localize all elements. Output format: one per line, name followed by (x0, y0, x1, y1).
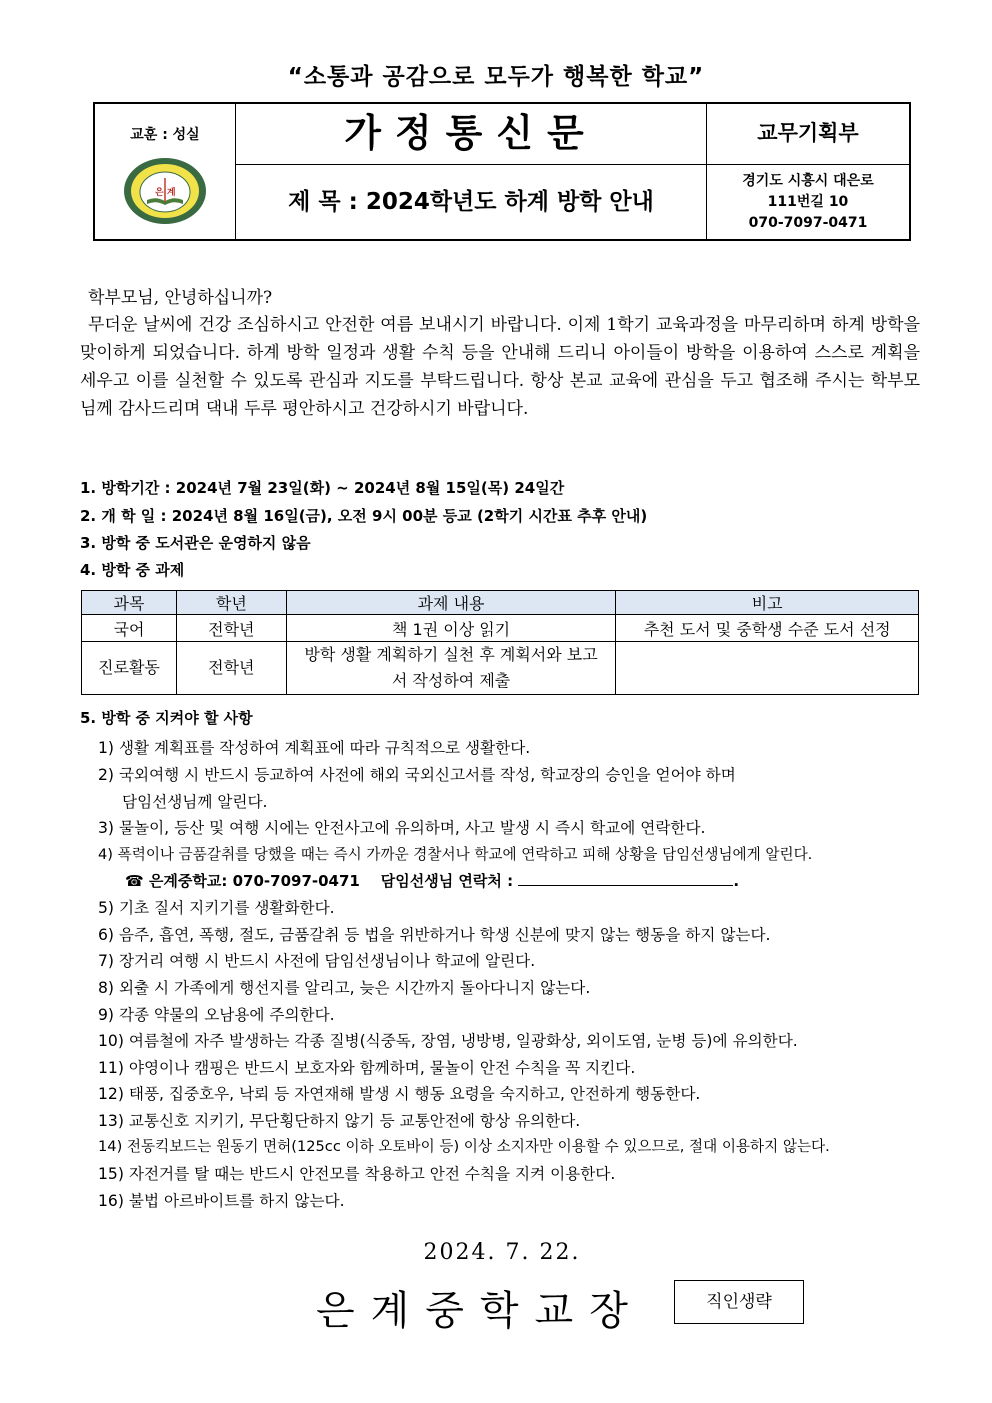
table-cell: 국어 (82, 615, 177, 642)
school-motto-label: 교훈 : 성실 (130, 127, 200, 143)
issue-date: 2024. 7. 22. (423, 1240, 581, 1265)
rule-item: 2) 국외여행 시 반드시 등교하여 사전에 해외 국외신고서를 작성, 학교장의 승인을 얻어야 하며 (98, 766, 736, 784)
school-phone: 070-7097-0471 (748, 215, 868, 231)
rule-item: 13) 교통신호 지키기, 무단횡단하지 않기 등 교통안전에 항상 유의한다. (98, 1112, 581, 1130)
contact-end: . (733, 872, 740, 890)
school-address (707, 165, 909, 239)
table-header-row (82, 591, 919, 615)
homework-heading: 4. 방학 중 과제 (80, 561, 185, 579)
rule-item: 10) 여름철에 자주 발생하는 각종 질병(식중독, 장염, 냉방병, 일광화상, 외이도염, 눈병 등)에 유의한다. (98, 1032, 798, 1050)
teacher-contact-label: 담임선생님 연락처 : (380, 872, 514, 890)
rule-item: 담임선생님께 알린다. (122, 793, 268, 811)
table-cell (616, 642, 919, 695)
vacation-period: 1. 방학기간 : 2024년 7월 23일(화) ~ 2024년 8월 15일(목) 24일간 (80, 479, 565, 497)
principal-signature: 은계중학교장 (316, 1288, 644, 1334)
table-cell: 추천 도서 및 중학생 수준 도서 선정 (616, 615, 919, 642)
rule-item: 8) 외출 시 가족에게 행선지를 알리고, 늦은 시간까지 돌아다니지 않는다. (98, 979, 591, 997)
seal-omitted-box: 직인생략 (674, 1280, 804, 1324)
school-logo-icon (122, 156, 208, 226)
table-cell: 전학년 (176, 615, 286, 642)
table-cell: 책 1권 이상 읽기 (286, 615, 616, 642)
address-line-2: 111번길 10 (767, 194, 849, 210)
table-cell: 방학 생활 계획하기 실천 후 계획서와 보고서 작성하여 제출 (286, 642, 616, 695)
rule-item: 7) 장거리 여행 시 반드시 사전에 담임선생님이나 학교에 알린다. (98, 952, 536, 970)
intro-paragraph (80, 311, 920, 423)
rule-item: 1) 생활 계획표를 작성하여 계획표에 따라 규칙적으로 생활한다. (98, 739, 531, 757)
library-notice: 3. 방학 중 도서관은 운영하지 않음 (80, 534, 311, 552)
newsletter-header (93, 102, 911, 241)
table-row (82, 615, 919, 642)
table-cell: 전학년 (176, 642, 286, 695)
rule-item: 5) 기초 질서 지키기를 생활화한다. (98, 899, 335, 917)
intro-text: 무더운 날씨에 건강 조심하시고 안전한 여름 보내시기 바랍니다. 이제 1학기 교육과정을 마무리하며 하계 방학을 맞이하게 되었습니다. 하계 방학 일정과 생활 수칙 등을 안내해 드리니 아이들이 방학을 이용하여 스스로 계획을 세우고 이를 실천할 수 있도록 관심과 지도를 부탁드립니다. 항상 본교 교육에 관심을 두고 협조해 주시는 학부모님께 감사드리며 댁내 두루 평안하시고 건강하시기 바랍니다. (80, 315, 920, 419)
rule-item: 9) 각종 약물의 오남용에 주의한다. (98, 1006, 335, 1024)
table-header-grade: 학년 (176, 591, 286, 615)
rule-item: 11) 야영이나 캠핑은 반드시 보호자와 함께하며, 물놀이 안전 수칙을 꼭 지킨다. (98, 1059, 636, 1077)
teacher-contact-blank (518, 871, 733, 886)
table-header-subject: 과목 (82, 591, 177, 615)
table-row (82, 642, 919, 695)
header-logo-cell (95, 104, 236, 239)
rule-item: 3) 물놀이, 등산 및 여행 시에는 안전사고에 유의하며, 사고 발생 시 즉시 학교에 연락한다. (98, 819, 706, 837)
school-opening-date: 2. 개 학 일 : 2024년 8월 16일(금), 오전 9시 00분 등교 (2학기 시간표 추후 안내) (80, 507, 648, 525)
department-name: 교무기획부 (707, 104, 909, 165)
rule-item: 6) 음주, 흡연, 폭행, 절도, 금품갈취 등 법을 위반하거나 학생 신분에 맞지 않는 행동을 하지 않는다. (98, 926, 771, 944)
school-contact: 은계중학교: 070-7097-0471 (148, 872, 360, 890)
rule-item: 14) 전동킥보드는 원동기 면허(125cc 이하 오토바이 등) 이상 소지자만 이용할 수 있으므로, 절대 이용하지 않는다. (98, 1138, 830, 1155)
newsletter-title: 가정통신문 (236, 104, 707, 165)
newsletter-subject: 제 목 : 2024학년도 하계 방학 안내 (236, 165, 707, 239)
rule-item: 16) 불법 아르바이트를 하지 않는다. (98, 1192, 345, 1210)
rule-item: 4) 폭력이나 금품갈취를 당했을 때는 즉시 가까운 경찰서나 학교에 연락하고 피해 상황을 담임선생님에게 알린다. (98, 846, 813, 863)
greeting: 학부모님, 안녕하십니까? (88, 288, 273, 308)
address-line-1: 경기도 시흥시 대은로 (742, 173, 874, 189)
rule-item: 15) 자전거를 탈 때는 반드시 안전모를 착용하고 안전 수칙을 지켜 이용한다. (98, 1165, 616, 1183)
table-cell: 진로활동 (82, 642, 177, 695)
logo-text: 은 계 (155, 188, 176, 198)
contact-line (125, 870, 739, 891)
rule-item: 12) 태풍, 집중호우, 낙뢰 등 자연재해 발생 시 행동 요령을 숙지하고, 안전하게 행동한다. (98, 1085, 701, 1103)
table-header-content: 과제 내용 (286, 591, 616, 615)
phone-icon: ☎ (125, 872, 144, 890)
table-header-note: 비고 (616, 591, 919, 615)
school-motto-banner: “소통과 공감으로 모두가 행복한 학교” (287, 64, 705, 90)
homework-table (81, 590, 919, 695)
rules-heading: 5. 방학 중 지켜야 할 사항 (80, 709, 253, 727)
